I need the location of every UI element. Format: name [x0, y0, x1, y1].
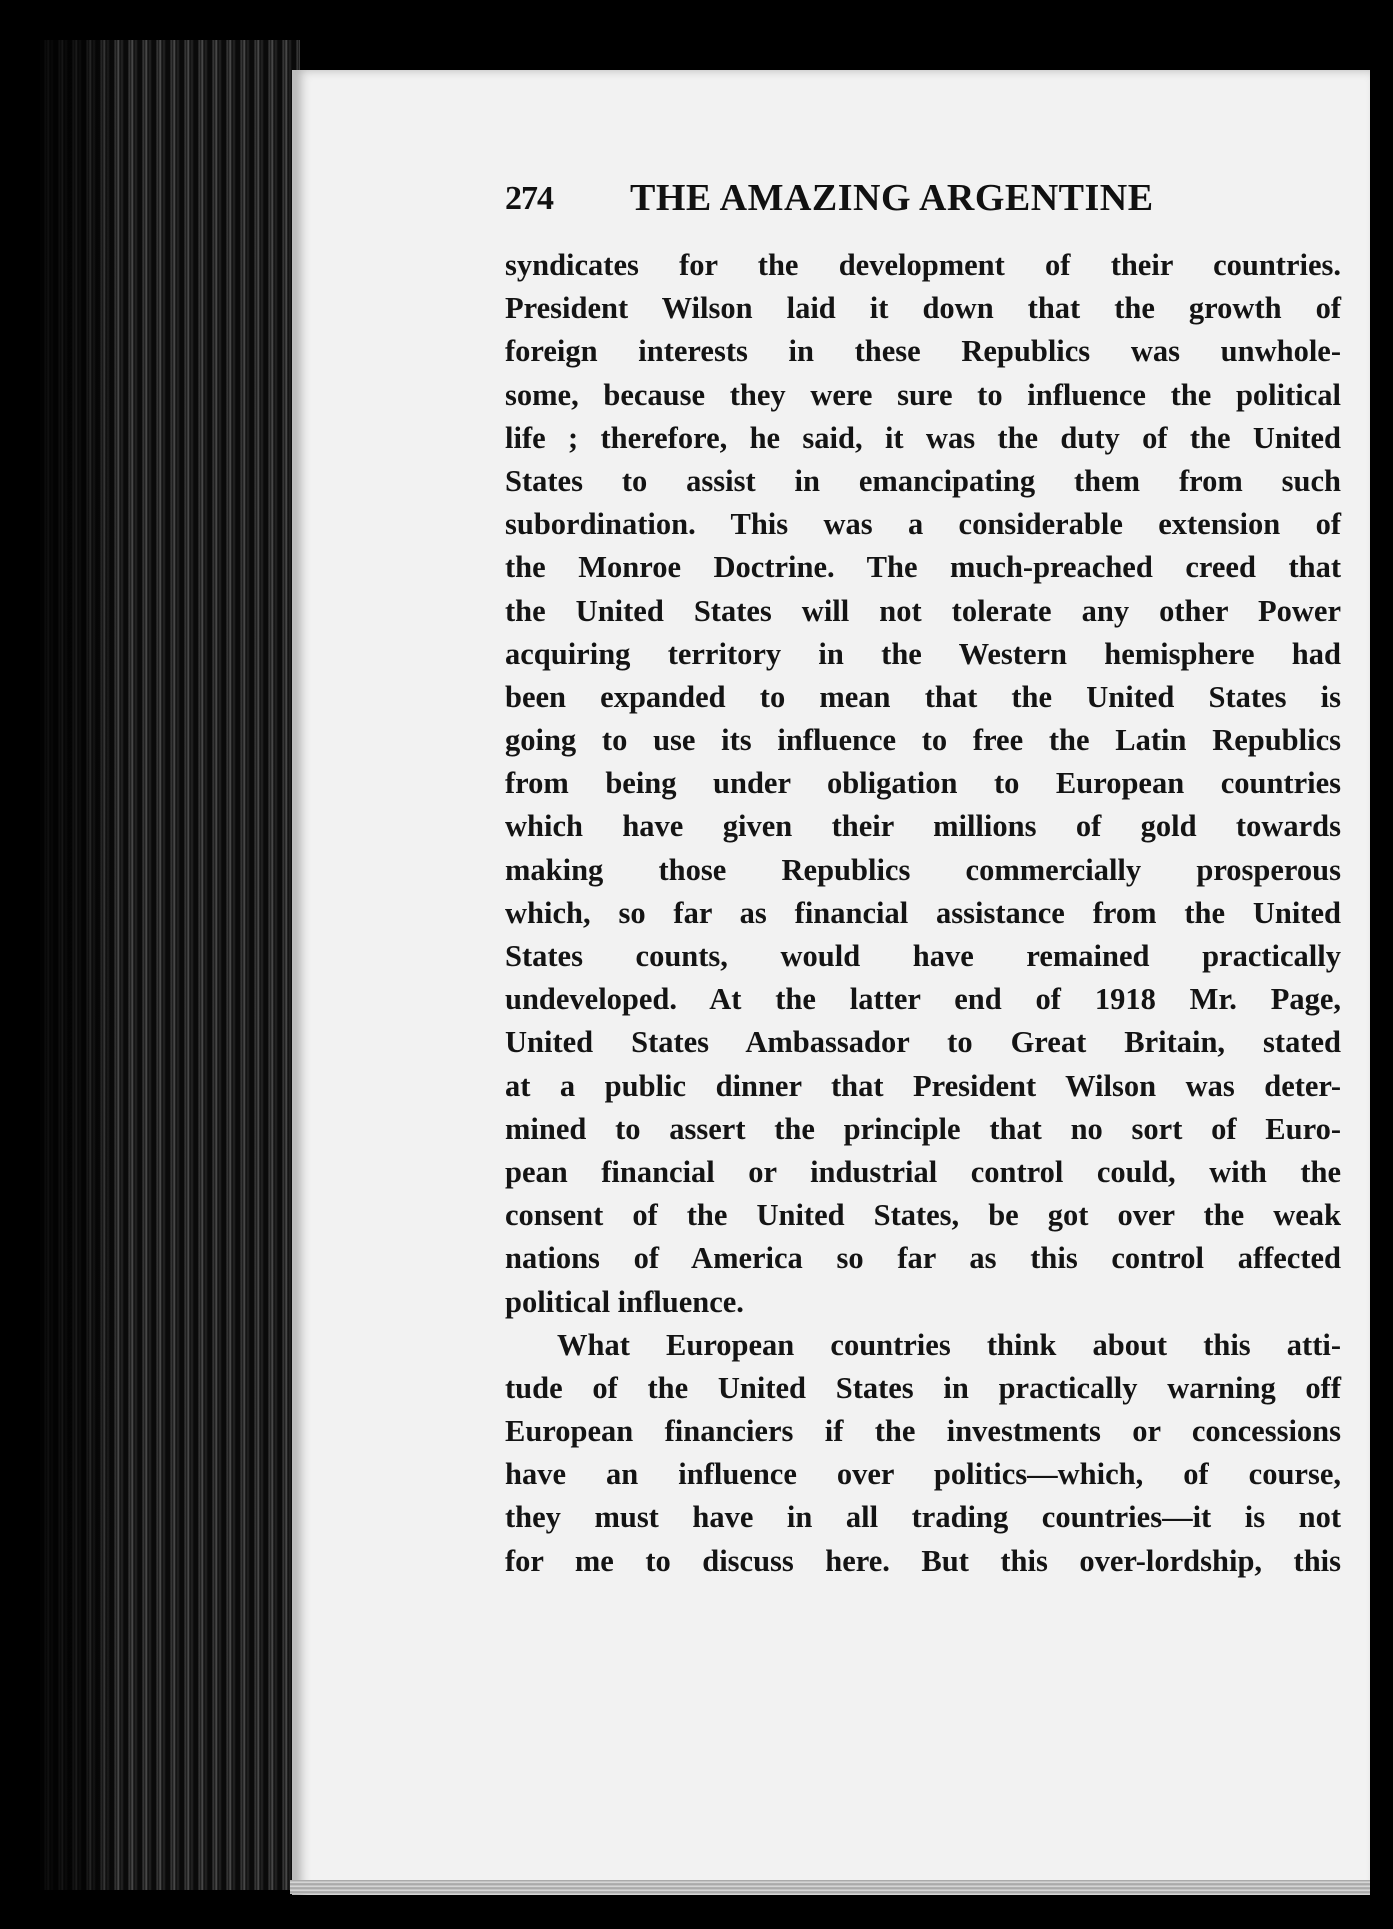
text-line: mined to assert the principle that no sort of Euro- [505, 1111, 1341, 1146]
text-line: States to assist in emancipating them from such [505, 463, 1341, 498]
text-line: life ; therefore, he said, it was the duty of the United [505, 420, 1341, 455]
text-line: which, so far as financial assistance from the United [505, 895, 1341, 930]
text-line: the United States will not tolerate any other Power [505, 593, 1341, 628]
page-header [505, 176, 1335, 226]
text-line: United States Ambassador to Great Britain, stated [505, 1025, 1341, 1060]
text-line: been expanded to mean that the United States is [505, 679, 1341, 714]
text-line: going to use its influence to free the Latin Republics [505, 723, 1341, 758]
text-line: which have given their millions of gold towards [505, 809, 1341, 844]
text-line: acquiring territory in the Western hemisphere had [505, 636, 1341, 671]
text-line: making those Republics commercially prosperous [505, 852, 1341, 887]
text-line: political influence. [505, 1284, 744, 1319]
paragraph-2 [505, 1324, 1341, 1583]
text-line: have an influence over politics—which, of course, [505, 1457, 1341, 1492]
paragraph-1 [505, 244, 1341, 1324]
text-line: undeveloped. At the latter end of 1918 Mr. Page, [505, 982, 1341, 1017]
text-line: for me to discuss here. But this over-lordship, this [505, 1543, 1341, 1578]
text-line: States counts, would have remained practically [505, 939, 1341, 973]
text-line: President Wilson laid it down that the growth of [505, 291, 1341, 326]
text-line: consent of the United States, be got over the weak [505, 1198, 1341, 1233]
text-line: from being under obligation to European countries [505, 766, 1341, 801]
text-line: foreign interests in these Republics was unwhole- [505, 334, 1341, 369]
text-line: nations of America so far as this control affected [505, 1241, 1341, 1276]
text-line: some, because they were sure to influence the political [505, 377, 1341, 412]
text-line: the Monroe Doctrine. The much-preached creed that [505, 550, 1341, 585]
text-line: at a public dinner that President Wilson was deter- [505, 1068, 1341, 1103]
page-bottom-edge [290, 1880, 1370, 1894]
text-line: they must have in all trading countries—it is not [505, 1500, 1341, 1535]
dark-margin [0, 0, 120, 1929]
text-line: What European countries think about this atti- [557, 1327, 1341, 1362]
text-line: European financiers if the investments or concessions [505, 1414, 1341, 1449]
text-line: subordination. This was a considerable extension of [505, 507, 1341, 542]
running-head: THE AMAZING ARGENTINE [630, 177, 1154, 219]
text-line: syndicates for the development of their countries. [505, 248, 1341, 282]
page-number: 274 [505, 180, 553, 217]
body-text [505, 244, 1341, 1583]
text-line: tude of the United States in practically warning off [505, 1370, 1341, 1405]
text-line: pean financial or industrial control could, with the [505, 1154, 1341, 1189]
